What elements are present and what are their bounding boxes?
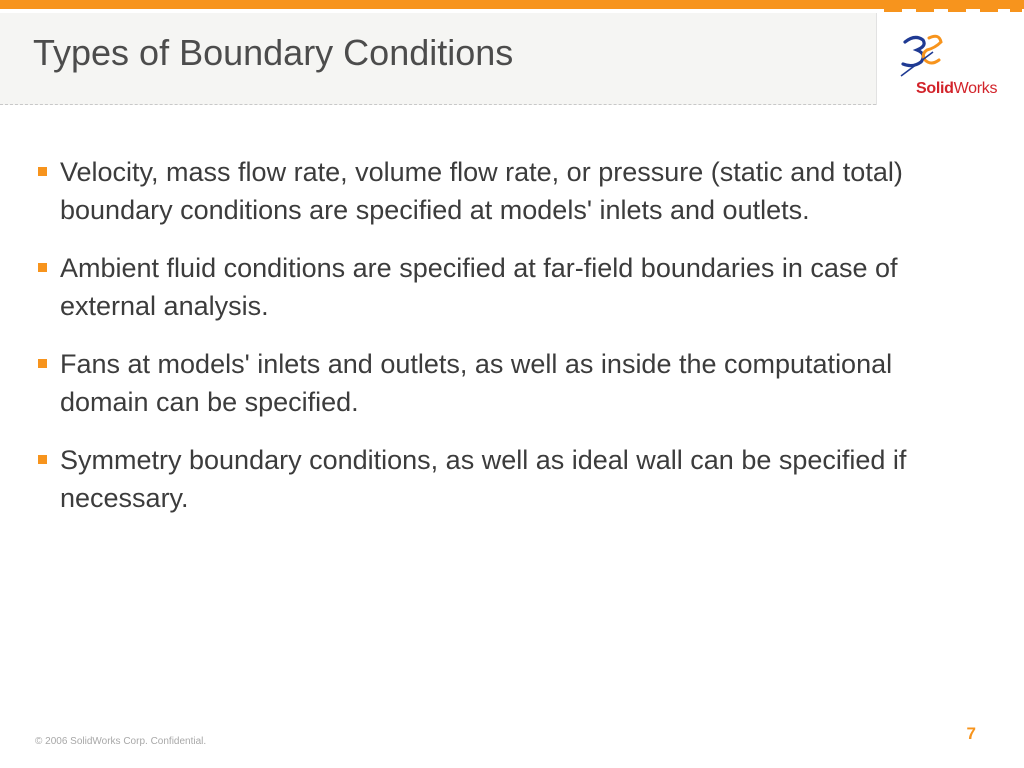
bullet-text: Velocity, mass flow rate, volume flow rate, or pressure (static and total) boundary conditions are specified at models' inlets and outlets. [60,157,903,225]
square-bullet-icon [38,359,47,368]
bullet-item [38,345,988,421]
top-accent-bar [0,0,1024,9]
footer-copyright: © 2006 SolidWorks Corp. Confidential. [35,736,207,747]
bullet-item [38,441,988,517]
brand-works: Works [953,80,998,97]
bullet-item [38,249,988,325]
page-number: 7 [966,724,976,743]
bullet-list [38,153,988,537]
header-divider [0,104,876,105]
bullet-text: Fans at models' inlets and outlets, as well as inside the computational domain can be specified. [60,349,893,417]
square-bullet-icon [38,455,47,464]
brand-solid: Solid [916,80,954,97]
slide-title: Types of Boundary Conditions [33,32,514,73]
square-bullet-icon [38,263,47,272]
bullet-text: Ambient fluid conditions are specified at far-field boundaries in case of external analysis. [60,253,898,321]
bullet-item [38,153,988,229]
bullet-text: Symmetry boundary conditions, as well as ideal wall can be specified if necessary. [60,445,907,513]
square-bullet-icon [38,167,47,176]
solidworks-wordmark [916,80,997,98]
